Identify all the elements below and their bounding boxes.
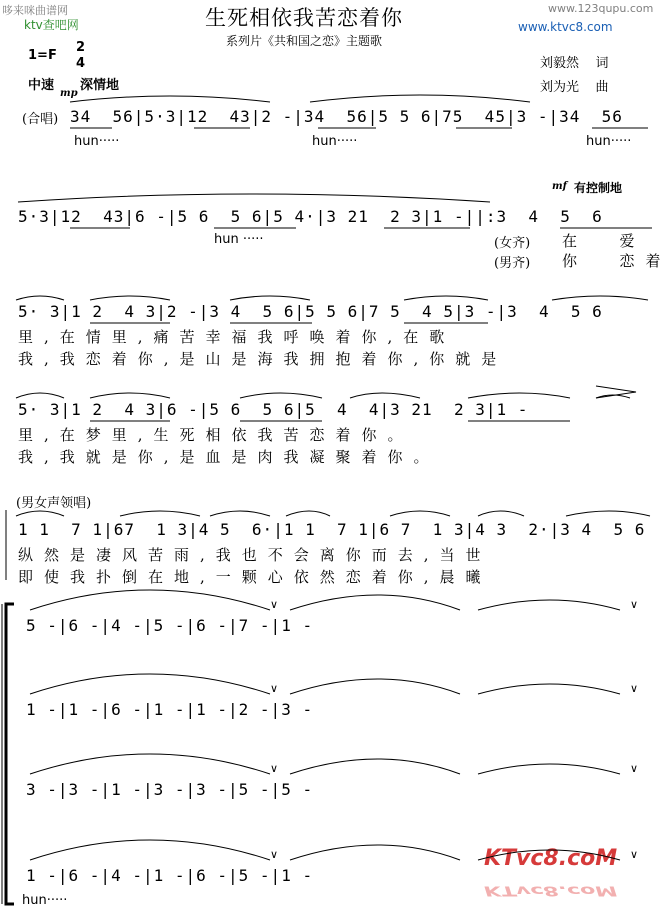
song-title: 生死相依我苦恋着你	[205, 6, 403, 30]
watermark-logo: KTvc8.coM	[484, 846, 618, 871]
tempo-marking: 中速	[28, 78, 55, 93]
dynamic-marking: mf	[552, 181, 567, 192]
system-bracket	[6, 604, 14, 904]
slur-mark	[30, 840, 270, 860]
lyric-verse-2: 我,我就是你,是血是肉我凝聚着你。	[18, 448, 440, 466]
slur-mark	[478, 764, 620, 774]
lyric-verse-1: 纵然是凄风苦雨,我也不会离你而去,当世	[18, 546, 492, 564]
slur-mark	[290, 845, 460, 860]
watermark-site-name: 哆来咪曲谱网	[2, 4, 68, 17]
breath-mark: ∨	[270, 682, 279, 695]
breath-mark: ∨	[270, 762, 279, 775]
expression-marking: 深情地	[80, 78, 120, 93]
score-line-3-notes: 5· 3|1 2 4 3|2 -|3 4 5 6|5 5 6|7 5 4 5|3 -|3 4 5 6	[18, 302, 603, 321]
slur-mark	[30, 674, 270, 694]
slur-mark	[478, 850, 620, 860]
breath-mark: ∨	[630, 762, 639, 775]
breath-mark: ∨	[630, 848, 639, 861]
slur-mark	[90, 296, 170, 300]
score-line-1-notes: 34 56|5·3|12 43|2 -|34 56|5 5 6|75 45|3 -|34 56	[70, 107, 623, 126]
slur-mark	[16, 393, 64, 398]
part-label-chorus: (合唱)	[22, 112, 59, 127]
slur-mark	[290, 679, 460, 694]
part-label-lead: (男女声领唱)	[16, 496, 92, 511]
slur-mark	[310, 95, 530, 102]
slur-mark	[290, 759, 460, 774]
hum-lyric: hun·····	[22, 893, 68, 908]
composer-credit: 刘为光 曲	[540, 80, 609, 95]
dynamic-marking: mp	[60, 88, 78, 99]
lyric-verse-1: 里,在情里,痛苦幸福我呼唤着你,在歌	[18, 328, 456, 346]
lyric-verse-1: 在 爱	[562, 232, 646, 250]
lyricist-credit: 刘毅然 词	[540, 56, 609, 71]
score-line-4-notes: 5· 3|1 2 4 3|6 -|5 6 5 6|5 4 4|3 21 2 3|1 -	[18, 400, 529, 419]
slur-mark	[286, 511, 330, 516]
lyric-verse-2: 你 恋着	[562, 252, 672, 270]
slur-mark	[566, 511, 650, 516]
song-subtitle: 系列片《共和国之恋》主题歌	[226, 34, 383, 48]
accompaniment-row-2: 1 -|1 -|6 -|1 -|1 -|2 -|3 -	[26, 700, 314, 719]
slur-mark	[30, 590, 270, 610]
score-line-5-notes: 1 1 7 1|67 1 3|4 5 6·|1 1 7 1|6 7 1 3|4 3 2·|3 4 5 6	[18, 520, 646, 539]
hum-lyric: hun·····	[74, 134, 120, 149]
watermark-logo-reflection: KTvc8.coM	[484, 883, 618, 898]
breath-mark: ∨	[270, 848, 279, 861]
part-label-male: (男齐)	[494, 256, 531, 271]
slur-mark	[120, 511, 200, 516]
time-signature-bottom: 4	[76, 56, 86, 71]
lyric-verse-2: 我,我恋着你,是山是海我拥抱着你,你就是	[18, 350, 508, 368]
slur-mark	[390, 511, 450, 516]
watermark-url-2: www.ktvc8.com	[518, 20, 613, 34]
slur-mark	[30, 754, 270, 774]
slur-mark	[16, 511, 64, 516]
slur-mark	[240, 393, 322, 398]
hum-lyric: hun·····	[312, 134, 358, 149]
accompaniment-row-4: 1 -|6 -|4 -|1 -|6 -|5 -|1 -	[26, 866, 314, 885]
slur-mark	[468, 393, 570, 398]
slur-mark	[210, 511, 270, 516]
slur-mark	[70, 96, 270, 102]
slur-mark	[290, 595, 460, 610]
breath-mark: ∨	[630, 682, 639, 695]
slur-mark	[16, 296, 64, 300]
expression-marking: 有控制地	[574, 181, 623, 195]
part-label-female: (女齐)	[494, 236, 531, 251]
score-line-2-notes: 5·3|12 43|6 -|5 6 5 6|5 4·|3 21 2 3|1 -||:3 4 5 6	[18, 207, 603, 226]
accompaniment-row-3: 3 -|3 -|1 -|3 -|3 -|5 -|5 -	[26, 780, 314, 799]
time-signature-top: 2	[76, 40, 86, 55]
slur-mark	[552, 296, 648, 300]
slur-mark	[478, 511, 524, 516]
lyric-verse-2: 即使我扑倒在地,一颗心依然恋着你,晨曦	[18, 568, 492, 586]
slur-mark	[350, 393, 420, 398]
slur-mark	[478, 684, 620, 694]
breath-mark: ∨	[630, 598, 639, 611]
slur-mark	[478, 600, 620, 610]
hum-lyric: hun·····	[586, 134, 632, 149]
slur-mark	[404, 296, 488, 300]
slur-mark	[90, 393, 170, 398]
watermark-url: www.123qupu.com	[548, 2, 654, 15]
watermark-site-name-2: ktv查吧网	[24, 18, 79, 32]
key-signature: 1=F	[28, 48, 57, 63]
slur-mark	[230, 296, 310, 300]
breath-mark: ∨	[270, 598, 279, 611]
hum-lyric: hun ·····	[214, 232, 264, 247]
lyric-verse-1: 里,在梦里,生死相依我苦恋着你。	[18, 426, 414, 444]
slur-mark	[18, 194, 490, 202]
accompaniment-row-1: 5 -|6 -|4 -|5 -|6 -|7 -|1 -	[26, 616, 314, 635]
